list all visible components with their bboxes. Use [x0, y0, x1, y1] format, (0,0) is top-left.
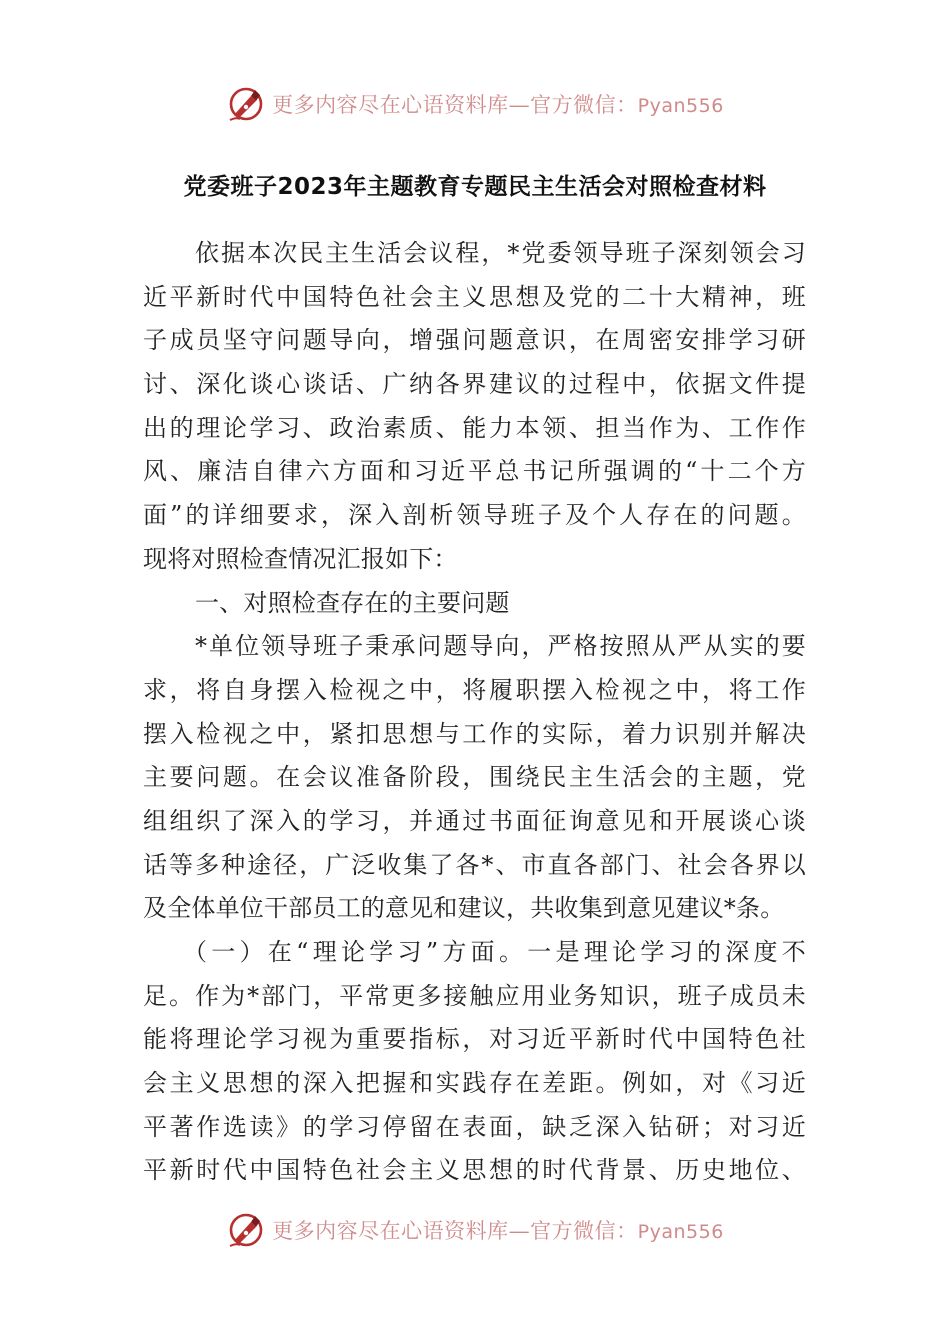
- watermark-wechat-id: Pyan556: [637, 95, 724, 117]
- document-body: [143, 232, 806, 1193]
- body-line: 足。作为*部门，平常更多接触应用业务知识，班子成员未: [143, 981, 806, 1010]
- body-line: 能将理论学习视为重要指标，对习近平新时代中国特色社: [143, 1025, 806, 1054]
- body-line: 组组织了深入的学习，并通过书面征询意见和开展谈心谈: [143, 806, 806, 835]
- pen-nib-logo-icon: [226, 1210, 266, 1250]
- body-line: 出的理论学习、政治素质、能力本领、担当作为、工作作: [143, 413, 806, 442]
- pen-nib-logo-icon: [226, 84, 266, 124]
- body-line: 话等多种途径，广泛收集了各*、市直各部门、社会各界以: [143, 850, 806, 879]
- body-line: 会主义思想的深入把握和实践存在差距。例如，对《习近: [143, 1069, 806, 1098]
- section-heading: 一、对照检查存在的主要问题: [195, 588, 510, 617]
- body-line: 平著作选读》的学习停留在表面，缺乏深入钻研；对习近: [143, 1112, 806, 1141]
- body-line: *单位领导班子秉承问题导向，严格按照从严从实的要: [195, 632, 806, 661]
- footer-watermark: [0, 1206, 950, 1254]
- watermark-text: 更多内容尽在心语资料库—官方微信：Pyan556: [272, 1219, 724, 1243]
- body-line: 风、廉洁自律六方面和习近平总书记所强调的“十二个方: [143, 457, 806, 486]
- body-line: 摆入检视之中，紧扣思想与工作的实际，着力识别并解决: [143, 719, 806, 748]
- body-line: 依据本次民主生活会议程，*党委领导班子深刻领会习: [195, 239, 806, 267]
- body-line: 平新时代中国特色社会主义思想的时代背景、历史地位、: [143, 1156, 806, 1185]
- body-line: 子成员坚守问题导向，增强问题意识，在周密安排学习研: [143, 326, 806, 355]
- body-line: 现将对照检查情况汇报如下：: [143, 544, 458, 573]
- header-watermark: [0, 80, 950, 128]
- body-line: 及全体单位干部员工的意见和建议，共收集到意见建议*条。: [143, 894, 785, 923]
- body-line: 讨、深化谈心谈话、广纳各界建议的过程中，依据文件提: [143, 370, 806, 399]
- body-line: 近平新时代中国特色社会主义思想及党的二十大精神，班: [143, 282, 806, 311]
- body-line: 主要问题。在会议准备阶段，围绕民主生活会的主题，党: [143, 763, 806, 792]
- document-title: 党委班子2023年主题教育专题民主生活会对照检查材料: [183, 174, 767, 200]
- body-line: 求，将自身摆入检视之中，将履职摆入检视之中，将工作: [143, 675, 806, 704]
- watermark-text: 更多内容尽在心语资料库—官方微信：Pyan556: [272, 93, 724, 117]
- subsection-line: （一）在“理论学习”方面。一是理论学习的深度不: [183, 938, 806, 966]
- body-line: 面”的详细要求，深入剖析领导班子及个人存在的问题。: [143, 501, 806, 530]
- watermark-wechat-id: Pyan556: [637, 1221, 724, 1243]
